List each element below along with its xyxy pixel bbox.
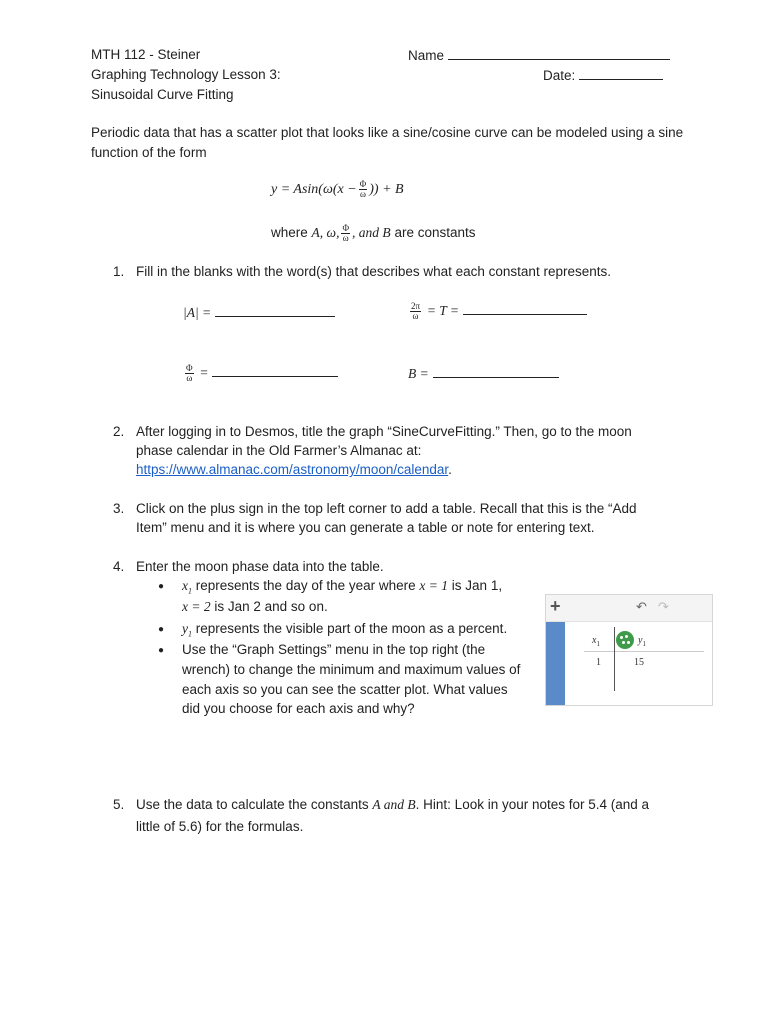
table-column-divider	[614, 627, 615, 691]
vertical-shift-label: B =	[408, 366, 429, 381]
name-blank	[448, 47, 670, 60]
link-period: .	[448, 462, 452, 477]
redo-icon[interactable]: ↷	[658, 599, 669, 614]
period-fraction: $\frac{2\pi}{\omega}$	[411, 301, 421, 321]
table-header-x: $x_1$	[592, 635, 600, 648]
lesson-title: Graphing Technology Lesson 3:	[91, 67, 281, 82]
undo-icon[interactable]: ↶	[636, 599, 647, 614]
name-label: Name	[408, 48, 445, 63]
period-label: = T =	[426, 303, 460, 319]
q4-bullet1-line1: $x_1$ represents the day of the year where x = 1 is Jan 1,	[182, 578, 503, 596]
table-cell-y1[interactable]: 15	[634, 657, 644, 668]
phase-label: =	[199, 365, 209, 381]
date-label: Date:	[543, 68, 576, 83]
date-blank	[579, 67, 663, 80]
desmos-toolbar	[546, 595, 712, 622]
where-tail: are constants	[394, 225, 476, 241]
amplitude-blank	[215, 304, 335, 317]
q4-number: 4.	[113, 559, 125, 574]
where-label: where	[271, 225, 308, 241]
table-cell-x1[interactable]: 1	[596, 657, 601, 668]
name-field	[408, 47, 670, 63]
period-blank	[463, 302, 587, 315]
bullet-1: ●	[158, 581, 165, 592]
scatter-style-icon[interactable]	[616, 631, 634, 649]
q2-link-line	[136, 462, 452, 477]
q5-line2: little of 5.6) for the formulas.	[136, 819, 304, 834]
course-title: MTH 112 - Steiner	[91, 47, 201, 62]
table-header-divider	[584, 651, 704, 652]
q3-line1: Click on the plus sign in the top left corner to add a table. Recall that this is the “Add	[136, 501, 637, 516]
where-fraction: $\frac{\Phi}{\omega}$	[342, 223, 350, 243]
sine-formula	[271, 180, 404, 199]
where-vars: A, ω,	[311, 225, 340, 241]
blank-amplitude	[183, 304, 335, 321]
where-and: , and B	[352, 225, 391, 241]
blank-phase	[183, 364, 338, 383]
q4-bullet2: $y_1$ represents the visible part of the moon as a percent.	[182, 621, 508, 639]
q4-bullet1-line2: x = 2 is Jan 2 and so on.	[182, 599, 328, 614]
bullet-2: ●	[158, 624, 165, 635]
constants-line	[271, 224, 475, 243]
q3-number: 3.	[113, 501, 125, 516]
plus-icon[interactable]: +	[550, 596, 561, 616]
date-field	[543, 67, 663, 83]
table-header-y: $y_1$	[638, 635, 646, 648]
q2-line2: phase calendar in the Old Farmer’s Almanac at:	[136, 443, 422, 458]
phase-blank	[212, 364, 338, 377]
q1-text: Fill in the blanks with the word(s) that describes what each constant represents.	[136, 264, 611, 279]
q4-bullet3-line1: Use the “Graph Settings” menu in the top right (the	[182, 642, 486, 657]
q4-bullet3-line3: each axis so you can see the scatter plot. What values	[182, 682, 508, 697]
q4-text: Enter the moon phase data into the table.	[136, 559, 384, 574]
q4-bullet3-line2: wrench) to change the minimum and maximum values of	[182, 662, 521, 677]
q3-line2: Item” menu and it is where you can generate a table or note for entering text.	[136, 520, 595, 535]
formula-lhs: y = Asin(ω(x −	[271, 182, 357, 198]
topic-title: Sinusoidal Curve Fitting	[91, 87, 234, 102]
bullet-3: ●	[158, 645, 165, 656]
q2-line1: After logging in to Desmos, title the graph “SineCurveFitting.” Then, go to the moon	[136, 424, 632, 439]
intro-text: Periodic data that has a scatter plot that looks like a sine/cosine curve can be modeled using a sine function of the form	[91, 125, 684, 160]
vertical-shift-blank	[433, 365, 559, 378]
formula-fraction: $\frac{\Phi}{\omega}$	[359, 179, 367, 199]
blank-vertical-shift	[408, 365, 559, 382]
desmos-table-snippet	[545, 594, 713, 706]
q2-number: 2.	[113, 424, 125, 439]
q5-number: 5.	[113, 797, 125, 812]
almanac-link[interactable]: https://www.almanac.com/astronomy/moon/calendar	[136, 462, 449, 477]
desmos-expression-strip	[546, 622, 565, 705]
blank-period	[408, 302, 587, 321]
formula-rhs: )) + B	[369, 182, 404, 198]
q4-bullet3-line4: did you choose for each axis and why?	[182, 701, 415, 716]
q5-line1: Use the data to calculate the constants A and B. Hint: Look in your notes for 5.4 (and a	[136, 797, 650, 812]
amplitude-label: |A| =	[183, 305, 212, 320]
phase-fraction: $\frac{\Phi}{\omega}$	[186, 363, 193, 383]
q1-number: 1.	[113, 264, 125, 279]
